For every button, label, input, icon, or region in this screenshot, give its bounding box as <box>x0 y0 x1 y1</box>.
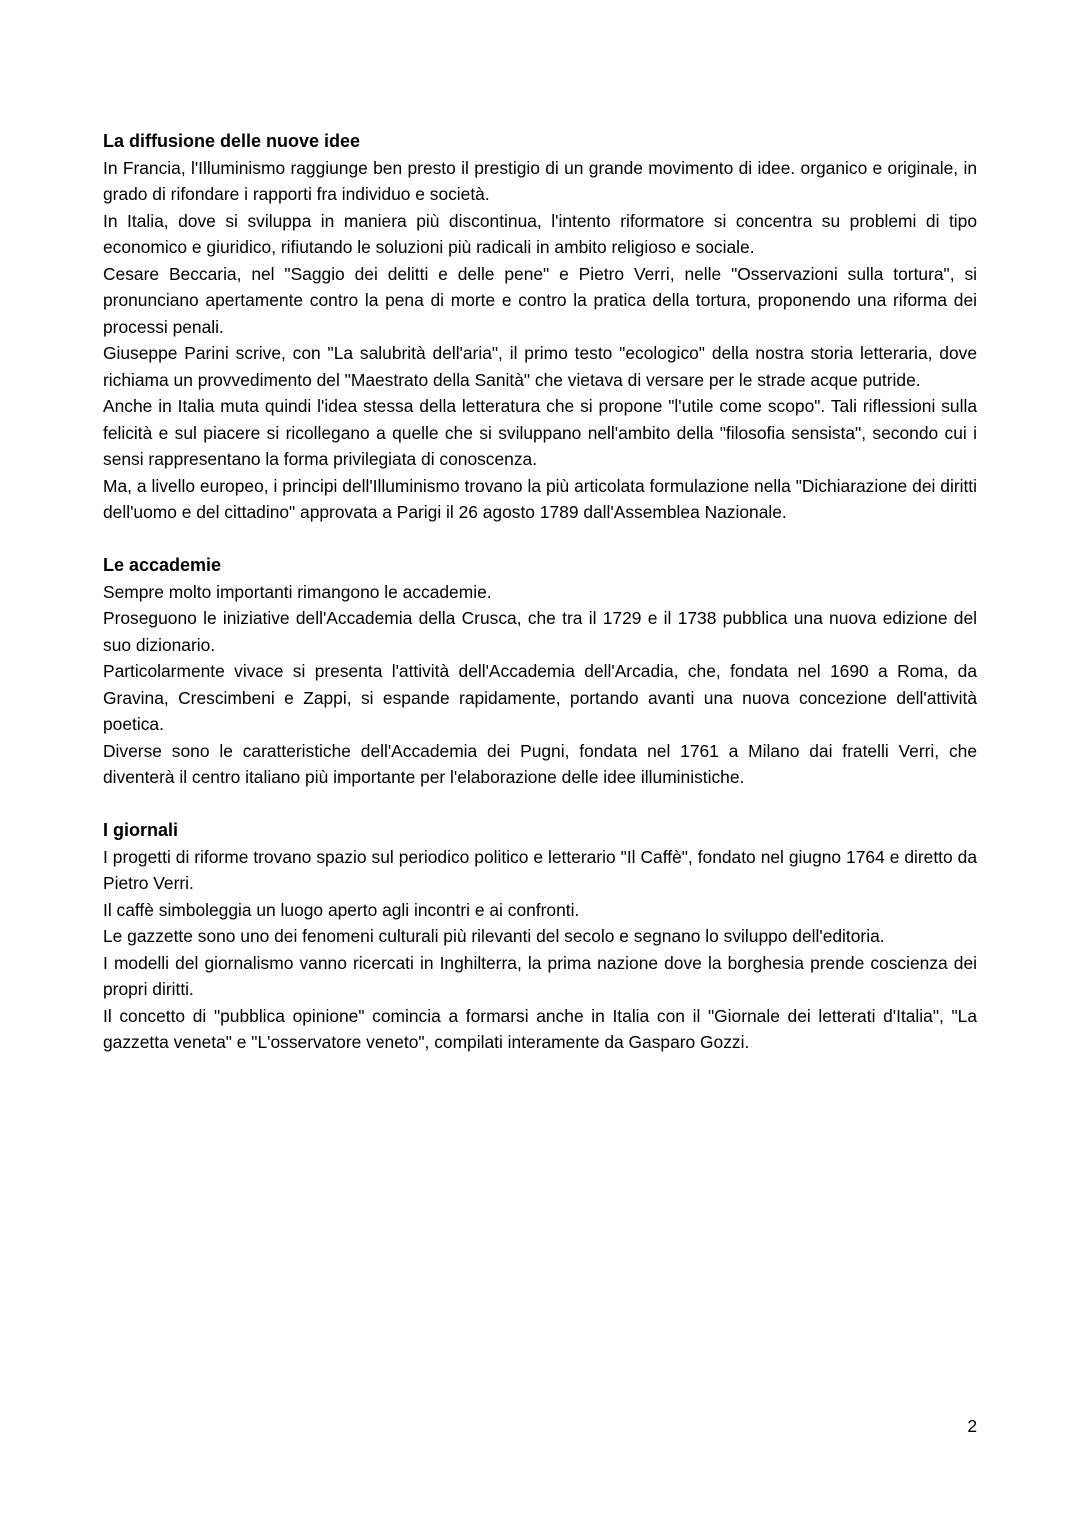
section-giornali <box>103 817 977 1056</box>
section-diffusione <box>103 128 977 526</box>
paragraph: Particolarmente vivace si presenta l'attività dell'Accademia dell'Arcadia, che, fondata nel 1690 a Roma, da Gravina, Crescimbeni e Zappi, si espande rapidamente, portando avanti una nuova concezione dell'attività poetica. <box>103 661 977 734</box>
paragraph: Anche in Italia muta quindi l'idea stessa della letteratura che si propone "l'utile come scopo". Tali riflessioni sulla felicità e sul piacere si ricollegano a quelle che si sviluppano nell'ambito della "filosofia sensista", secondo cui i sensi rappresentano la forma privilegiata di conoscenza. <box>103 396 977 469</box>
paragraph: Le gazzette sono uno dei fenomeni culturali più rilevanti del secolo e segnano lo sviluppo dell'editoria. <box>103 926 885 946</box>
document-body <box>103 128 977 1082</box>
section-title: I giornali <box>103 820 179 840</box>
paragraph: Il concetto di "pubblica opinione" comincia a formarsi anche in Italia con il "Giornale dei letterati d'Italia", "La gazzetta veneta" e "L'osservatore veneto", compilati interamente da Gasparo Gozzi. <box>103 1005 977 1052</box>
paragraph: In Italia, dove si sviluppa in maniera più discontinua, l'intento riformatore si concentra su problemi di tipo economico e giuridico, rifiutando le soluzioni più radicali in ambito religioso e sociale. <box>103 210 977 257</box>
section-title: La diffusione delle nuove idee <box>103 131 361 151</box>
paragraph: In Francia, l'Illuminismo raggiunge ben presto il prestigio di un grande movimento di idee. organico e originale, in grado di rifondare i rapporti fra individuo e società. <box>103 157 977 204</box>
paragraph: Diverse sono le caratteristiche dell'Accademia dei Pugni, fondata nel 1761 a Milano dai fratelli Verri, che diventerà il centro italiano più importante per l'elaborazione delle idee illuministiche. <box>103 740 977 787</box>
paragraph: Proseguono le iniziative dell'Accademia della Crusca, che tra il 1729 e il 1738 pubblica una nuova edizione del suo dizionario. <box>103 608 977 655</box>
section-accademie <box>103 552 977 791</box>
paragraph: I progetti di riforme trovano spazio sul periodico politico e letterario "Il Caffè", fondato nel giugno 1764 e diretto da Pietro Verri. <box>103 846 977 893</box>
paragraph: Il caffè simboleggia un luogo aperto agli incontri e ai confronti. <box>103 899 580 920</box>
paragraph: Ma, a livello europeo, i principi dell'Illuminismo trovano la più articolata formulazione nella "Dichiarazione dei diritti dell'uomo e del cittadino" approvata a Parigi il 26 agosto 1789 dall'Assemblea Nazionale. <box>103 475 977 522</box>
page-number: 2 <box>967 1416 977 1436</box>
paragraph: Cesare Beccaria, nel "Saggio dei delitti e delle pene" e Pietro Verri, nelle "Osservazioni sulla tortura", si pronunciano apertamente contro la pena di morte e contro la pratica della tortura, proponendo una riforma dei processi penali. <box>103 263 977 337</box>
paragraph: Giuseppe Parini scrive, con "La salubrità dell'aria", il primo testo "ecologico" della nostra storia letteraria, dove richiama un provvedimento del "Maestrato della Sanità" che vietava di versare per le strade acque putride. <box>103 343 977 390</box>
section-title: Le accademie <box>103 555 222 575</box>
paragraph: Sempre molto importanti rimangono le accademie. <box>103 581 492 602</box>
paragraph: I modelli del giornalismo vanno ricercati in Inghilterra, la prima nazione dove la borghesia prende coscienza dei propri diritti. <box>103 952 977 999</box>
